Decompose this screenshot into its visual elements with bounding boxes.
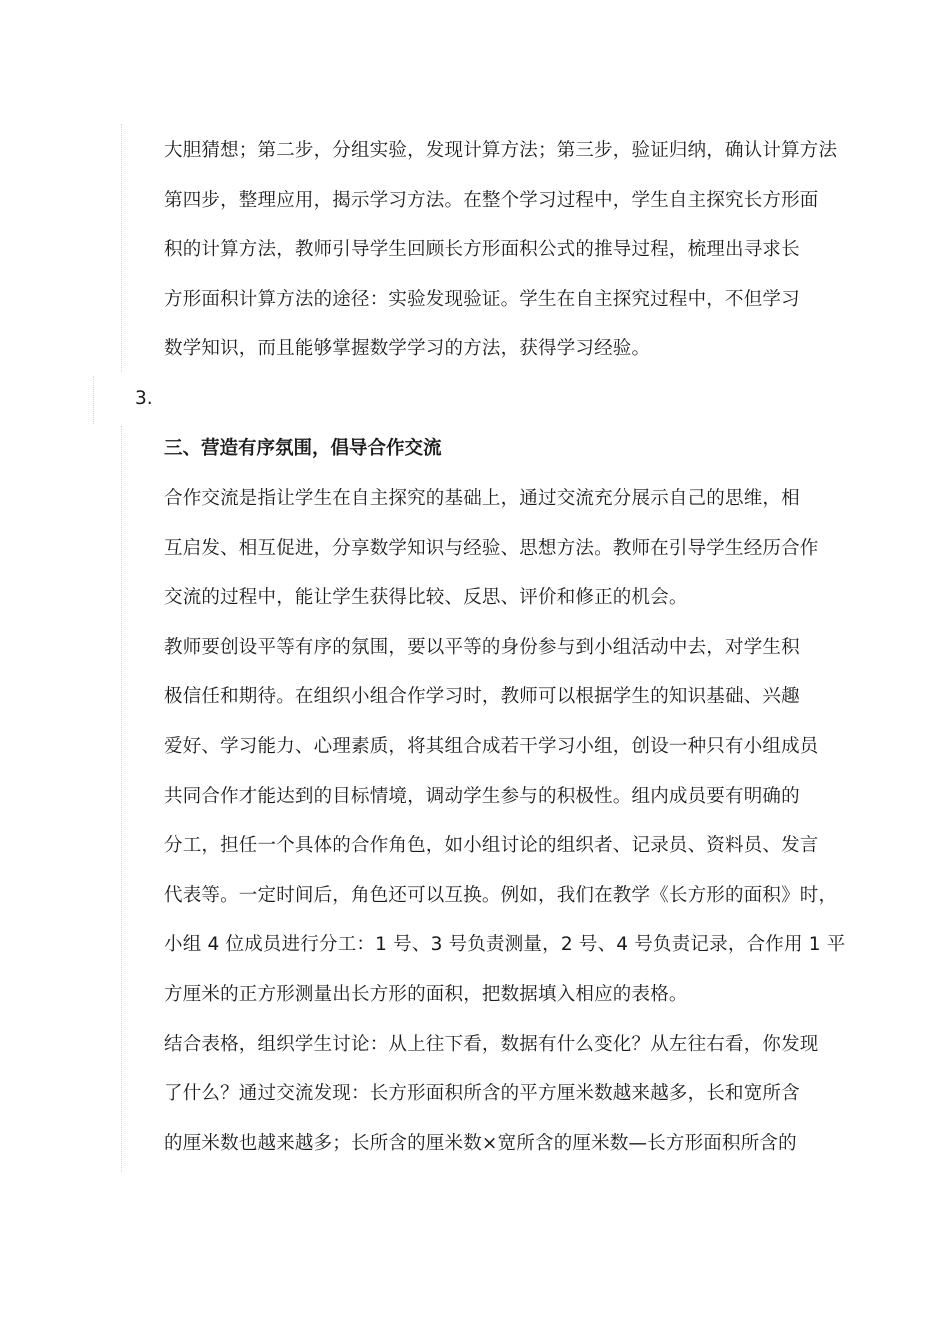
text-line: 教师要创设平等有序的氛围，要以平等的身份参与到小组活动中去，对学生积 <box>164 636 800 658</box>
text-line: 互启发、相互促进，分享数学知识与经验、思想方法。教师在引导学生经历合作 <box>164 537 819 559</box>
text-line: 分工，担任一个具体的合作角色，如小组讨论的组织者、记录员、资料员、发言 <box>164 835 819 857</box>
text-line: 共同合作才能达到的目标情境，调动学生参与的积极性。组内成员要有明确的 <box>164 785 800 807</box>
text-line: 积的计算方法，教师引导学生回顾长方形面积公式的推导过程，梳理出寻求长 <box>164 239 800 261</box>
section-body <box>164 474 846 1168</box>
text-line: 结合表格，组织学生讨论：从上往下看，数据有什么变化？从左往右看，你发现 <box>164 1033 819 1055</box>
text-line: 方形面积计算方法的途径：实验发现验证。学生在自主探究过程中，不但学习 <box>164 288 800 310</box>
margin-guide-line <box>93 376 94 424</box>
text-line: 大胆猜想；第二步，分组实验，发现计算方法；第三步，验证归纳，确认计算方法 <box>164 140 838 161</box>
text-line: 代表等。一定时间后，角色还可以互换。例如，我们在教学《长方形的面积》时， <box>164 884 838 906</box>
list-number: 3. <box>135 388 153 409</box>
text-line: 的厘米数也越来越多；长所含的厘米数×宽所含的厘米数—长方形面积所含的 <box>164 1132 797 1154</box>
text-line: 小组 4 位成员进行分工：1 号、3 号负责测量，2 号、4 号负责记录，合作用 1 平 <box>164 934 846 956</box>
text-line: 合作交流是指让学生在自主探究的基础上，通过交流充分展示自己的思维，相 <box>164 488 800 509</box>
text-line: 方厘米的正方形测量出长方形的面积，把数据填入相应的表格。 <box>164 983 688 1005</box>
intro-paragraph <box>164 126 838 374</box>
section-heading: 三、营造有序氛围，倡导合作交流 <box>164 438 442 459</box>
text-line: 第四步，整理应用，揭示学习方法。在整个学习过程中，学生自主探究长方形面 <box>164 189 819 211</box>
text-line: 了什么？通过交流发现：长方形面积所含的平方厘米数越来越多，长和宽所含 <box>164 1083 800 1105</box>
text-line: 爱好、学习能力、心理素质，将其组合成若干学习小组，创设一种只有小组成员 <box>164 735 819 757</box>
text-line: 极信任和期待。在组织小组合作学习时，教师可以根据学生的知识基础、兴趣 <box>164 686 800 708</box>
text-line: 交流的过程中，能让学生获得比较、反思、评价和修正的机会。 <box>164 587 688 609</box>
margin-guide-line <box>121 124 122 372</box>
text-line: 数学知识，而且能够掌握数学学习的方法，获得学习经验。 <box>164 338 651 360</box>
margin-guide-line <box>121 426 122 1172</box>
